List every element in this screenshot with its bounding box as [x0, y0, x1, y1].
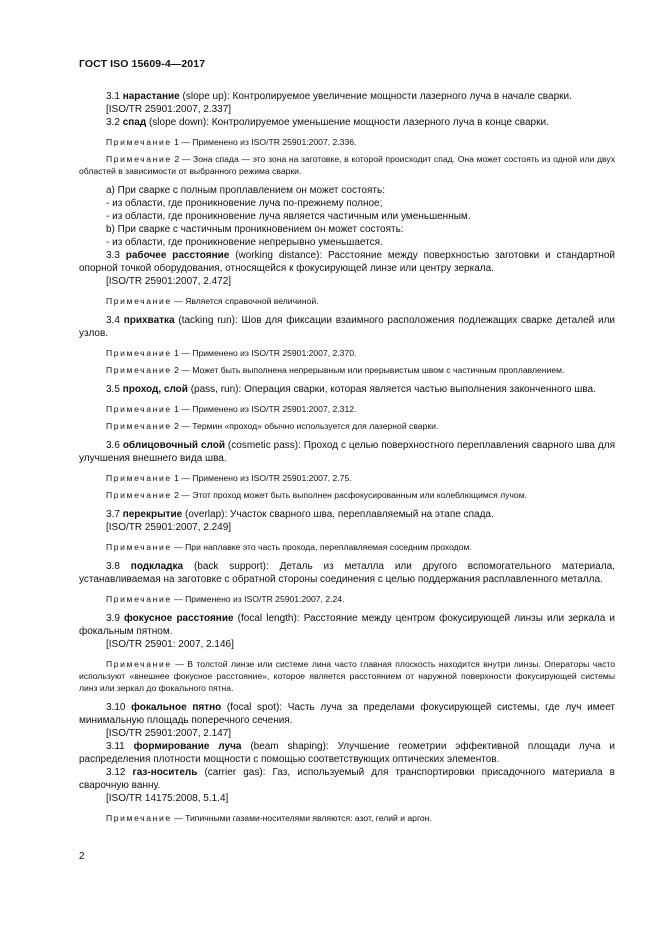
note	[79, 812, 615, 824]
term-entry-3-6	[79, 439, 615, 465]
term-entry-3-11	[79, 740, 615, 766]
note-text: 2 — Может быть выполнена непрерывным или прерывистым швом с частичным проплавлением.	[171, 365, 565, 375]
note-label: Примечание	[106, 594, 172, 604]
note-label: Примечание	[106, 348, 172, 358]
note	[79, 420, 615, 432]
note-label: Примечание	[106, 154, 172, 164]
list-item: - из области, где проникновение луча по-прежнему полное;	[106, 198, 383, 209]
term-definition: (beam shaping): Улучшение геометрии эффективной площади луча и распределения плотности мощности с помощью соответствующих оптических элементов.	[79, 741, 616, 765]
note-label: Примечание	[106, 542, 172, 552]
note-text: 1 — Применено из ISO/TR 25901:2007, 2.336.	[171, 137, 357, 147]
note-label: Примечание	[106, 490, 172, 500]
term-entry-3-1	[79, 90, 615, 103]
term-source: [ISO/TR 25901:2007, 2.249]	[106, 522, 232, 533]
note-text: — Типичными газами-носителями являются: азот, гелий и аргон.	[171, 813, 432, 823]
term-entry-3-2	[79, 116, 615, 129]
note	[79, 541, 615, 553]
term-number: 3.3	[106, 250, 120, 261]
term-definition: (slope down): Контролируемое уменьшение мощности лазерного луча в конце сварки.	[146, 117, 549, 128]
term-definition: (carrier gas): Газ, используемый для транспортировки присадочного материала в сварочную ванну.	[79, 767, 615, 791]
note-text: 1 — Применено из ISO/TR 25901:2007, 2.312.	[171, 404, 357, 414]
term-entry-3-7	[79, 508, 615, 521]
note-text: — Является справочной величиной.	[171, 296, 319, 306]
note	[79, 403, 615, 415]
note-label: Примечание	[106, 137, 172, 147]
term-name: формирование луча	[133, 741, 242, 752]
note-text: 2 — Зона спада — это зона на заготовке, в которой происходит спад. Она может состоять из одной или двух областей в зависимости от выбранного режима сварки.	[79, 154, 615, 176]
term-name: фокальное пятно	[131, 702, 222, 713]
term-definition: (working distance): Расстояние между поверхностью заготовки и стандартной опорной точкой оборудования, относящейся к фокусирующей линзе или центру зеркала.	[79, 250, 615, 274]
term-definition: (cosmetic pass): Проход с целью поверхностного переплавления сварного шва для улучшения внешнего вида шва.	[79, 440, 615, 464]
page-number: 2	[79, 851, 85, 862]
term-name: проход, слой	[122, 384, 188, 395]
term-entry-3-5	[79, 383, 615, 396]
term-number: 3.8	[106, 561, 120, 572]
term-name: прихватка	[123, 315, 175, 326]
list-item: - из области, где проникновение луча является частичным или уменьшенным.	[106, 211, 471, 222]
note	[79, 364, 615, 376]
term-definition: (focal length): Расстояние между центром фокусирующей линзы или зеркала и фокальным пятном.	[79, 613, 615, 637]
term-number: 3.9	[106, 613, 120, 624]
term-name: нарастание	[122, 91, 180, 102]
note	[79, 153, 615, 177]
note-label: Примечание	[106, 365, 172, 375]
term-name: перекрытие	[122, 509, 183, 520]
term-name: подкладка	[130, 561, 184, 572]
note	[79, 489, 615, 501]
term-source: [ISO/TR 25901:2007, 2.147]	[106, 728, 232, 739]
term-number: 3.6	[106, 440, 120, 451]
term-number: 3.5	[106, 384, 120, 395]
term-source: [ISO/TR 25901: 2007, 2.146]	[106, 639, 234, 650]
note-text: 2 — Термин «проход» обычно используется для лазерной сварки.	[171, 421, 439, 431]
list-item: - из области, где проникновение непрерывно уменьшается.	[106, 237, 383, 248]
list-item: b) При сварке с частичным проникновением он может состоять:	[106, 224, 404, 235]
term-number: 3.1	[106, 91, 120, 102]
term-name: фокусное расстояние	[124, 613, 234, 624]
term-definition: (back support): Деталь из металла или другого вспомогательного материала, устанавливаемая на заготовке с обратной стороны соединения с целью поддержания расплавленного металла.	[79, 561, 615, 585]
term-definition: (focal spot): Часть луча за пределами фокусирующей системы, где луч имеет минимальную площадь поперечного сечения.	[79, 702, 615, 726]
note-label: Примечание	[106, 404, 172, 414]
term-entry-3-4	[79, 314, 615, 340]
note-text: 1 — Применено из ISO/TR 25901:2007, 2.75.	[171, 473, 352, 483]
term-number: 3.7	[106, 509, 120, 520]
note	[79, 295, 615, 307]
document-body	[79, 90, 615, 824]
term-number: 3.10	[106, 702, 126, 713]
term-name: рабочее расстояние	[125, 250, 230, 261]
note-text: — В толстой линзе или системе лина часто главная плоскость находится внутри линзы. Операторы часто используют «внешнее фокусное расстояние», которое является расстоянием от наружной поверхности фокусирующей системы линз или зеркал до фокального пятна.	[79, 659, 615, 693]
note	[79, 347, 615, 359]
term-source: [ISO/TR 25901:2007, 2.472]	[106, 276, 232, 287]
document-header: ГОСТ ISO 15609-4—2017	[79, 58, 206, 70]
term-name: газ-носитель	[132, 767, 198, 778]
note-label: Примечание	[106, 473, 172, 483]
term-entry-3-10	[79, 701, 615, 727]
note-label: Примечание	[106, 296, 172, 306]
term-number: 3.12	[106, 767, 126, 778]
term-entry-3-3	[79, 249, 615, 275]
term-number: 3.4	[106, 315, 120, 326]
term-entry-3-12	[79, 766, 615, 792]
term-source: [ISO/TR 14175:2008, 5.1.4]	[106, 793, 229, 804]
term-source: [ISO/TR 25901:2007, 2.337]	[106, 104, 232, 115]
note	[79, 593, 615, 605]
term-entry-3-8	[79, 560, 615, 586]
term-name: спад	[122, 117, 147, 128]
note-label: Примечание	[106, 659, 172, 669]
term-definition: (pass, run): Операция сварки, которая является частью выполнения законченного шва.	[187, 384, 596, 395]
note-text: — Применено из ISO/TR 25901:2007, 2.24.	[171, 594, 345, 604]
note	[79, 472, 615, 484]
note	[79, 136, 615, 148]
term-definition: (overlap): Участок сварного шва, переплавляемый на этапе спада.	[182, 509, 494, 520]
note	[79, 658, 615, 694]
note-text: 2 — Этот проход может быть выполнен расфокусированным или колеблющимся лучом.	[171, 490, 527, 500]
term-definition: (slope up): Контролируемое увеличение мощности лазерного луча в начале сварки.	[179, 91, 572, 102]
note-text: 1 — Применено из ISO/TR 25901:2007, 2.370.	[171, 348, 357, 358]
term-definition: (tacking run): Шов для фиксации взаимного расположения подлежащих сварке деталей или узлов.	[79, 315, 616, 339]
note-label: Примечание	[106, 813, 172, 823]
term-name: облицовочный слой	[122, 440, 225, 451]
note-label: Примечание	[106, 421, 172, 431]
note-text: — При наплавке это часть прохода, переплавляемая соседним проходом.	[171, 542, 472, 552]
term-entry-3-9	[79, 612, 615, 638]
term-number: 3.11	[106, 741, 125, 752]
list-item: а) При сварке с полным проплавлением он может состоять:	[106, 185, 385, 196]
term-number: 3.2	[106, 117, 120, 128]
